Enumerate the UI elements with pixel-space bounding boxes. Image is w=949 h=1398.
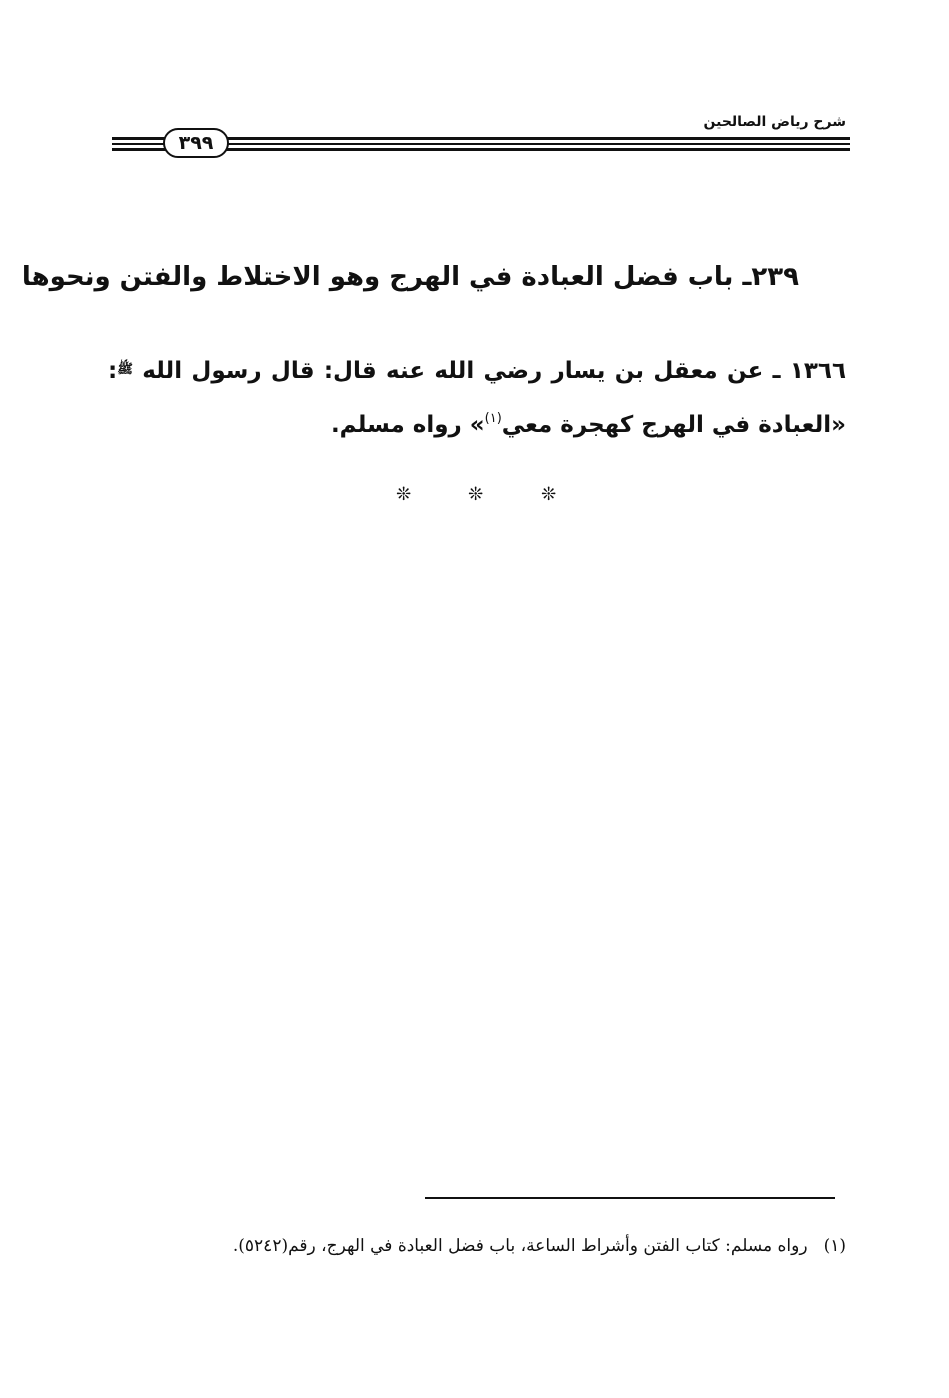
running-header-title: شرح رياض الصالحين [703, 114, 846, 130]
divider-star-icon: ❊ [396, 484, 412, 505]
footnote-text: رواه مسلم: كتاب الفتن وأشراط الساعة، باب فضل العبادة في الهرج، رقم(٥٢٤٢). [232, 1236, 808, 1256]
footnote-separator [425, 1197, 835, 1199]
hadith-lead: ١٣٦٦ ـ عن معقل بن يسار رضي الله عنه قال: قال رسول الله [142, 358, 846, 384]
footnote [233, 1236, 846, 1256]
page-number-badge [163, 128, 229, 158]
hadith-quote: : «العبادة في الهرج كهجرة معي [108, 358, 846, 438]
divider-star-icon: ❊ [468, 484, 484, 505]
page-number: ٣٩٩ [178, 131, 214, 154]
footnote-reference[interactable]: (١) [484, 411, 502, 426]
hadith-attribution: » رواه مسلم. [330, 412, 485, 438]
footnote-marker: (١) [823, 1236, 846, 1256]
chapter-title: ٢٣٩ـ باب فضل العبادة في الهرج وهو الاختلاط والفتن ونحوها [21, 262, 799, 292]
section-divider [0, 483, 949, 507]
salawat-glyph: ﷺ [117, 362, 133, 377]
divider-star-icon: ❊ [541, 484, 557, 505]
hadith-paragraph [108, 343, 846, 452]
